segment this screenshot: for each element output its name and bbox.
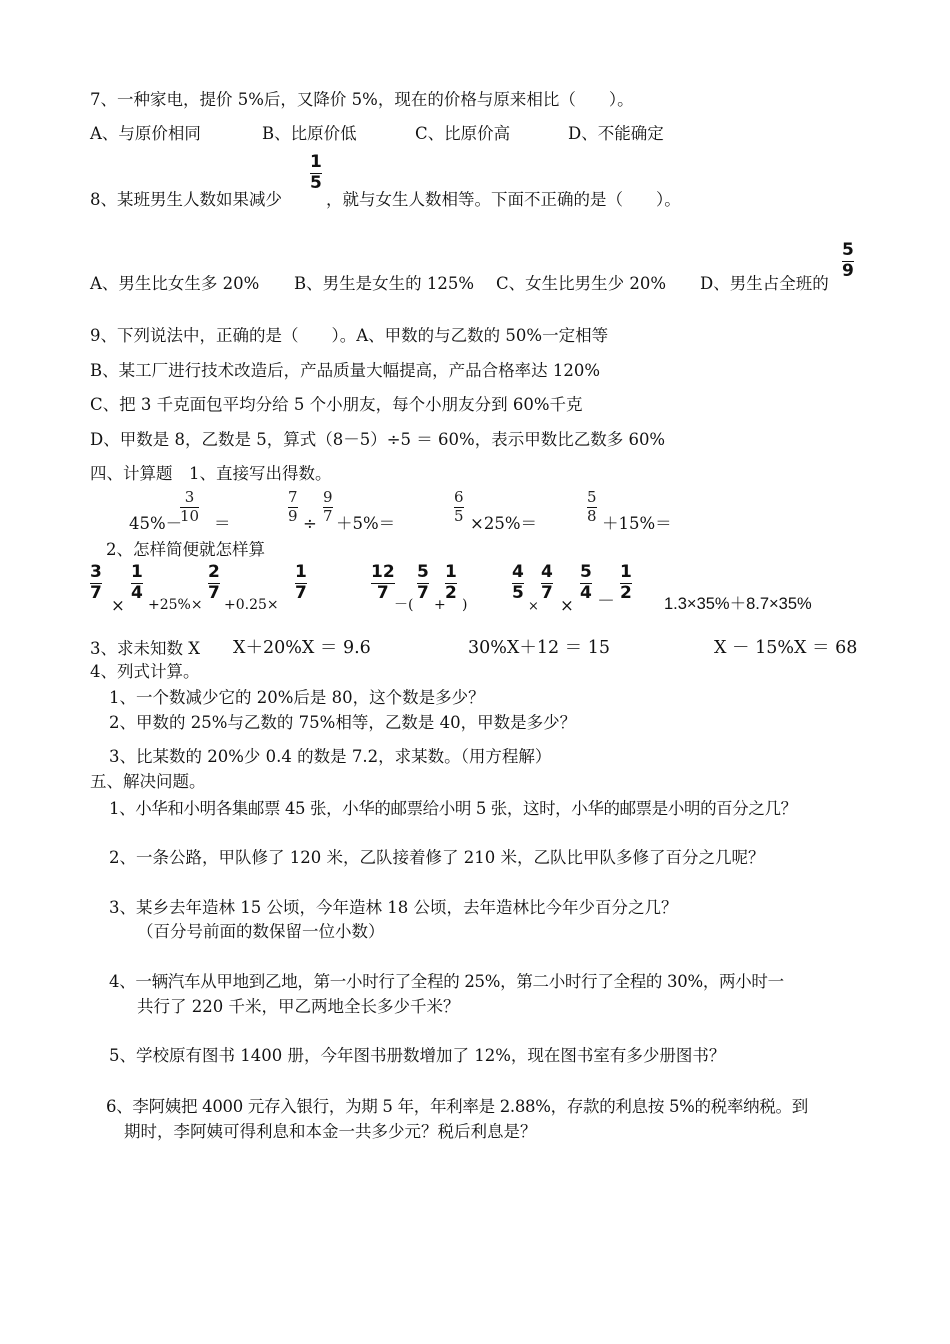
- simplify-c-fraction2: [541, 564, 553, 603]
- fraction-numerator: 9: [323, 488, 333, 506]
- simplify-c-fraction1: [512, 564, 524, 603]
- fraction-denominator: 4: [131, 582, 143, 603]
- direct-expr4-suffix: ＋15%＝: [602, 514, 672, 533]
- fraction-numerator: 7: [288, 488, 298, 506]
- fraction-denominator: 7: [376, 582, 389, 603]
- simplify-b-fraction3: [445, 564, 457, 603]
- direct-expr2-op: ÷: [303, 514, 317, 533]
- fraction-denominator: 7: [295, 582, 307, 603]
- simplify-c-times2: ×: [560, 596, 574, 615]
- q8-option-d: D、男生占全班的: [700, 274, 829, 293]
- simplify-a-fraction2: [131, 564, 143, 603]
- problem-4-line2: 共行了 220 千米，甲乙两地全长多少千米？: [137, 997, 460, 1016]
- fraction-denominator: 7: [417, 582, 429, 603]
- fraction-numerator: 1: [310, 152, 322, 172]
- q8-option-d-fraction: [842, 242, 854, 281]
- direct-expr4-fraction: [587, 490, 597, 525]
- simplify-d-expression: 1.3×35%＋8.7×35%: [664, 595, 812, 613]
- simplify-c-fraction4: [620, 564, 632, 603]
- direct-expr2-fraction2: [323, 490, 333, 525]
- problem-4-line1: 4、一辆汽车从甲地到乙地，第一小时行了全程的 25%，第二小时行了全程的 30%，两小时一: [109, 972, 784, 991]
- q8-stem-fraction: [310, 154, 322, 193]
- fraction-denominator: 2: [620, 582, 632, 603]
- fraction-numerator: 5: [580, 562, 592, 582]
- q4-item-1: 1、一个数减少它的 20%后是 80，这个数是多少？: [109, 688, 485, 707]
- problem-2: 2、一条公路，甲队修了 120 米，乙队接着修了 210 米，乙队比甲队多修了百分之几呢？: [109, 848, 765, 867]
- simplify-b-fraction2: [417, 564, 429, 603]
- fraction-numerator: 4: [512, 562, 524, 582]
- simplify-a-fraction3: [208, 564, 220, 603]
- direct-expr1-fraction: [180, 490, 199, 525]
- direct-expr3-fraction: [454, 490, 464, 525]
- equation-1: X＋20%X ＝ 9.6: [233, 638, 371, 658]
- direct-expr2-suffix: ＋5%＝: [336, 514, 396, 533]
- simplify-b-fraction1: [371, 564, 395, 603]
- simplify-c-times1: ×: [528, 599, 539, 614]
- fraction-denominator: 5: [310, 172, 322, 193]
- q7-stem: 7、一种家电，提价 5%后，又降价 5%，现在的价格与原来相比（ ）。: [90, 90, 634, 109]
- fraction-numerator: 5: [417, 562, 429, 582]
- q7-option-a: A、与原价相同: [90, 124, 201, 143]
- q7-option-d: D、不能确定: [568, 124, 664, 143]
- q9-option-b: B、某工厂进行技术改造后，产品质量大幅提高，产品合格率达 120%: [90, 361, 601, 380]
- q8-option-b: B、男生是女生的 125%: [294, 274, 475, 293]
- simplify-a-mid2: +0.25×: [224, 597, 279, 613]
- fraction-denominator: 4: [580, 582, 592, 603]
- q8-stem-pre: 8、某班男生人数如果减少: [90, 190, 282, 209]
- simplify-b-mid1: －(: [394, 597, 414, 613]
- q9-option-d: D、甲数是 8，乙数是 5，算式（8－5）÷5 ＝ 60%，表示甲数比乙数多 60%: [90, 430, 666, 449]
- simplify-b-close: ): [462, 597, 468, 613]
- q7-option-c: C、比原价高: [415, 124, 511, 143]
- fraction-numerator: 1: [295, 562, 307, 582]
- fraction-denominator: 5: [454, 506, 464, 525]
- fraction-numerator: 3: [184, 488, 195, 506]
- simplify-a-times1: ×: [111, 596, 125, 615]
- q7-option-b: B、比原价低: [262, 124, 357, 143]
- fraction-denominator: 5: [512, 582, 524, 603]
- fraction-numerator: 1: [445, 562, 457, 582]
- fraction-numerator: 6: [454, 488, 464, 506]
- fraction-denominator: 7: [541, 582, 553, 603]
- fraction-numerator: 1: [620, 562, 632, 582]
- problem-1: 1、小华和小明各集邮票 45 张，小华的邮票给小明 5 张，这时，小华的邮票是小明的百分之几？: [109, 799, 797, 818]
- fraction-denominator: 7: [90, 582, 102, 603]
- q8-option-c: C、女生比男生少 20%: [496, 274, 667, 293]
- fraction-denominator: 9: [842, 260, 854, 281]
- fraction-numerator: 5: [587, 488, 597, 506]
- q9-option-c: C、把 3 千克面包平均分给 5 个小朋友，每个小朋友分到 60%千克: [90, 395, 583, 414]
- simplify-a-fraction4: [295, 564, 307, 603]
- q4-item-2: 2、甲数的 25%与乙数的 75%相等，乙数是 40，甲数是多少？: [109, 713, 577, 732]
- fraction-denominator: 7: [208, 582, 220, 603]
- section5-title: 五、解决问题。: [90, 772, 206, 791]
- section4-q3-title: 3、求未知数 X: [90, 639, 200, 658]
- direct-expr1-prefix: 45%－: [129, 514, 183, 533]
- fraction-denominator: 7: [323, 506, 333, 525]
- problem-6-line2: 期时，李阿姨可得利息和本金一共多少元？税后利息是？: [124, 1122, 537, 1141]
- direct-expr1-equals: ＝: [214, 514, 231, 533]
- simplify-c-fraction3: [580, 564, 592, 603]
- simplify-a-mid1: +25%×: [148, 597, 203, 613]
- fraction-denominator: 8: [587, 506, 597, 525]
- fraction-numerator: 2: [208, 562, 220, 582]
- fraction-denominator: 10: [180, 506, 200, 525]
- problem-3-line1: 3、某乡去年造林 15 公顷，今年造林 18 公顷，去年造林比今年少百分之几？: [109, 898, 678, 917]
- simplify-a-fraction1: [90, 564, 102, 603]
- q8-stem-post: ，就与女生人数相等。下面不正确的是（ ）。: [326, 190, 681, 209]
- direct-expr3-suffix: ×25%＝: [470, 514, 537, 533]
- q9-stem: 9、下列说法中，正确的是（ ）。A、甲数的与乙数的 50%一定相等: [90, 326, 609, 345]
- section4-q4-title: 4、列式计算。: [90, 662, 200, 681]
- q4-item-3: 3、比某数的 20%少 0.4 的数是 7.2，求某数。（用方程解）: [109, 747, 552, 766]
- simplify-b-plus: +: [434, 597, 446, 613]
- fraction-denominator: 2: [445, 582, 457, 603]
- fraction-numerator: 1: [131, 562, 143, 582]
- section4-title: 四、计算题 1、直接写出得数。: [90, 464, 332, 483]
- direct-expr2-fraction1: [288, 490, 298, 525]
- simplify-c-minus: －: [597, 591, 615, 612]
- fraction-denominator: 9: [288, 506, 298, 525]
- equation-2: 30%X＋12 ＝ 15: [468, 638, 611, 658]
- fraction-numerator: 12: [371, 562, 395, 582]
- problem-6-line1: 6、李阿姨把 4000 元存入银行，为期 5 年，年利率是 2.88%，存款的利息按 5%的税率纳税。到: [106, 1097, 808, 1116]
- fraction-numerator: 3: [90, 562, 102, 582]
- fraction-numerator: 4: [541, 562, 553, 582]
- problem-5: 5、学校原有图书 1400 册，今年图书册数增加了 12%，现在图书室有多少册图书？: [109, 1046, 726, 1065]
- problem-3-line2: （百分号前面的数保留一位小数）: [137, 922, 385, 941]
- section4-q2-title: 2、怎样简便就怎样算: [106, 540, 265, 559]
- fraction-numerator: 5: [842, 240, 854, 260]
- q8-option-a: A、男生比女生多 20%: [90, 274, 260, 293]
- equation-3: X － 15%X ＝ 68: [714, 638, 858, 658]
